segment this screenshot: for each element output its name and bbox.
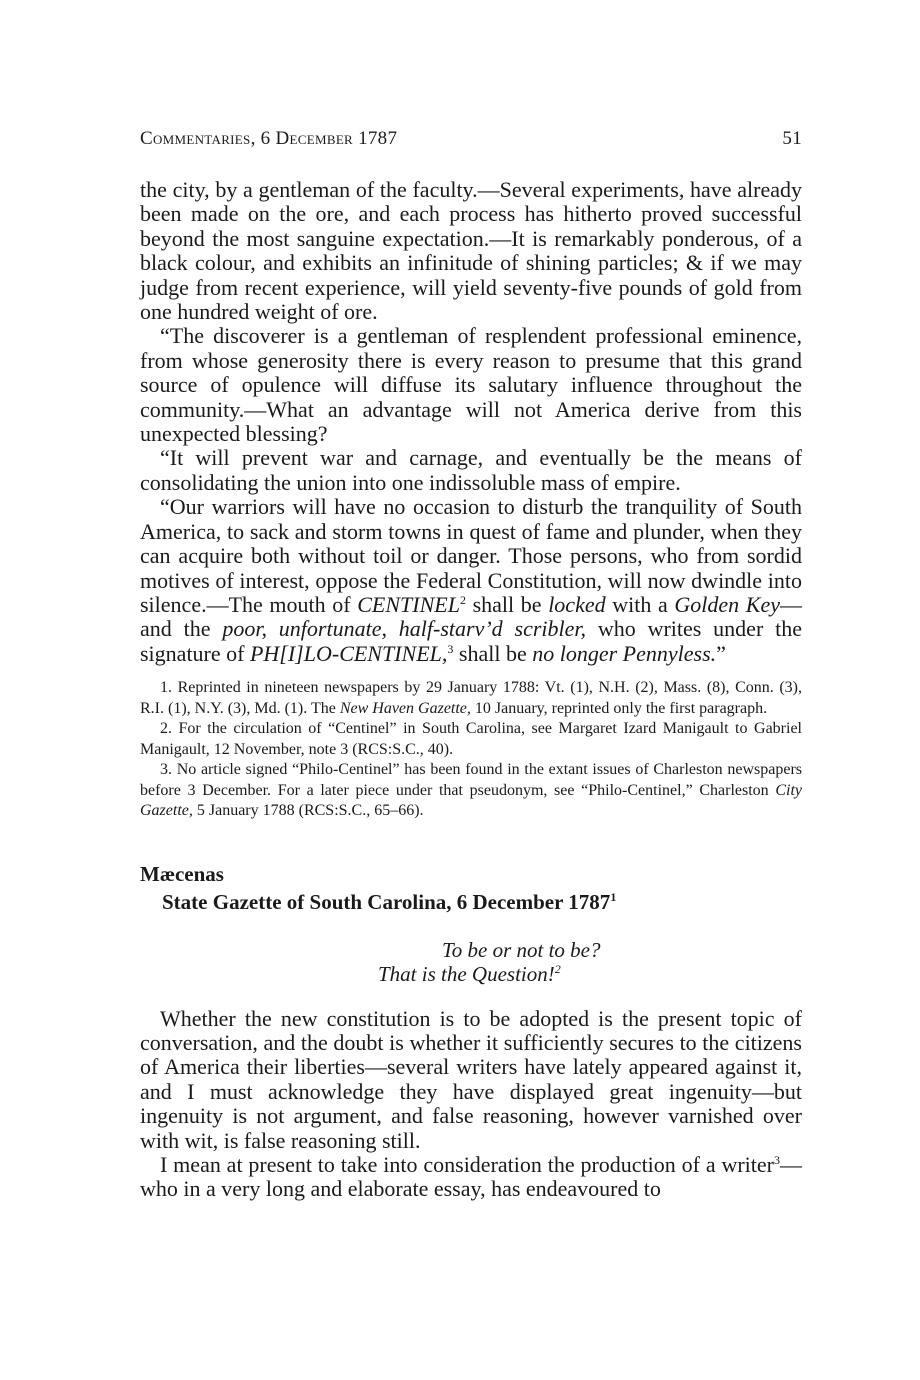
- footnote-3: [140, 760, 802, 822]
- p4-text-b: shall be: [465, 591, 549, 617]
- p4-text-d: —and the: [140, 591, 802, 642]
- body-paragraph-2: “The discoverer is a gentleman of resplendent professional eminence, from whose generosity there is every reason to presume that this grand source of opulence will diffuse its salutary influence throughout the community.—What an advantage will not America derive from this unexpected blessing?: [140, 323, 802, 447]
- text-column: [140, 178, 802, 1202]
- body-paragraph-1: the city, by a gentleman of the faculty.—Several experiments, have already been made on the ore, and each process has hitherto proved successful beyond the most sanguine expectation.—It is remarkably ponderous, of a black colour, and exhibits an infinitude of shining particles; & if we may judge from recent experience, will yield seventy-five pounds of gold from one hundred weight of ore.: [140, 177, 802, 325]
- epigraph: [140, 938, 802, 987]
- footnote-3-italic: City Gazette,: [140, 781, 802, 820]
- footnote-2: 2. For the circulation of “Centinel” in South Carolina, see Margaret Izard Manigault to Gabriel Manigault, 12 November, note 3 (RCS:S.C., 40).: [140, 720, 802, 758]
- running-head-title: Commentaries, 6 December 1787: [140, 128, 398, 149]
- section-heading: [140, 860, 802, 916]
- section-footnote-ref-1: 1: [610, 889, 617, 904]
- epigraph-line-1: To be or not to be?: [442, 937, 601, 962]
- p4-text-f: shall be: [453, 640, 533, 666]
- footnote-ref-3: 3: [447, 641, 454, 656]
- essay-body: [140, 1007, 802, 1202]
- footnote-3-text-b: 5 January 1788 (RCS:S.C., 65–66).: [192, 802, 424, 820]
- body-paragraph-4: [140, 495, 802, 666]
- epigraph-line-2-text: That is the Question!: [378, 962, 555, 987]
- locked-italic: locked: [548, 591, 606, 617]
- footnote-1-text-a: 1. Reprinted in nineteen newspapers by 29 January 1788: Vt. (1), N.H. (2), Mass. (8), Conn. (3), R.I. (1), N.Y. (3), Md. (1). The: [140, 679, 802, 717]
- essay-p2-text-a: I mean at present to take into consideration the production of a writer: [160, 1152, 774, 1178]
- running-head: [140, 128, 802, 150]
- epigraph-footnote-ref-2: 2: [554, 962, 561, 977]
- footnotes: [140, 678, 802, 822]
- essay-footnote-ref-3: 3: [774, 1153, 780, 1168]
- footnote-ref-2: 2: [459, 592, 466, 607]
- centinel-italic: CENTINEL: [357, 591, 460, 617]
- p4-text-c: with a: [605, 591, 675, 617]
- essay-p2-text-b: —who in a very long and elaborate essay, has endeavoured to: [140, 1152, 802, 1202]
- page-number: 51: [782, 128, 802, 149]
- footnote-1: [140, 678, 802, 719]
- footnote-3-text-a: 3. No article signed “Philo-Centinel” has been found in the extant issues of Charleston newspapers before 3 December. For a later piece under that pseudonym, see “Philo-Centinel,” Charleston: [140, 761, 802, 799]
- poor-scribler-italic: poor, unfortunate, half-starv’d scribler,: [222, 616, 587, 642]
- epigraph-line-2: [140, 962, 802, 987]
- body-paragraph-3: “It will prevent war and carnage, and eventually be the means of consolidating the union into one indissoluble mass of empire.: [140, 445, 802, 495]
- pennyless-italic: no longer Pennyless.: [532, 640, 717, 666]
- footnote-1-italic: New Haven Gazette,: [339, 699, 471, 717]
- essay-paragraph-1: Whether the new constitution is to be adopted is the present topic of conversation, and the doubt is whether it sufficiently secures to the citizens of America their liberties—several writers have lately appeared against it, and I must acknowledge they have displayed great ingenuity—but ingenuity is not argument, and false reasoning, however varnished over with wit, is false reasoning still.: [140, 1005, 802, 1153]
- p4-text-a: “Our warriors will have no occasion to disturb the tranquility of South America, to sack and storm towns in quest of fame and plunder, when they can acquire both without toil or danger. Those persons, who from sordid motives of interest, oppose the Federal Constitution, will now dwindle into silence.—The mouth of: [140, 494, 802, 617]
- section-title: Mæcenas: [140, 861, 224, 886]
- p4-text-g: ”: [716, 640, 726, 666]
- golden-key-italic: Golden Key: [674, 591, 780, 617]
- section-subtitle-text: State Gazette of South Carolina, 6 December 1787: [162, 889, 611, 914]
- p4-text-e: who writes under the signature of: [140, 616, 802, 666]
- footnote-1-text-b: 10 January, reprinted only the first paragraph.: [470, 699, 768, 717]
- section-subtitle: [140, 888, 802, 916]
- essay-paragraph-2: [140, 1153, 802, 1202]
- philo-centinel-italic: PH[I]LO-CENTINEL,: [249, 640, 448, 666]
